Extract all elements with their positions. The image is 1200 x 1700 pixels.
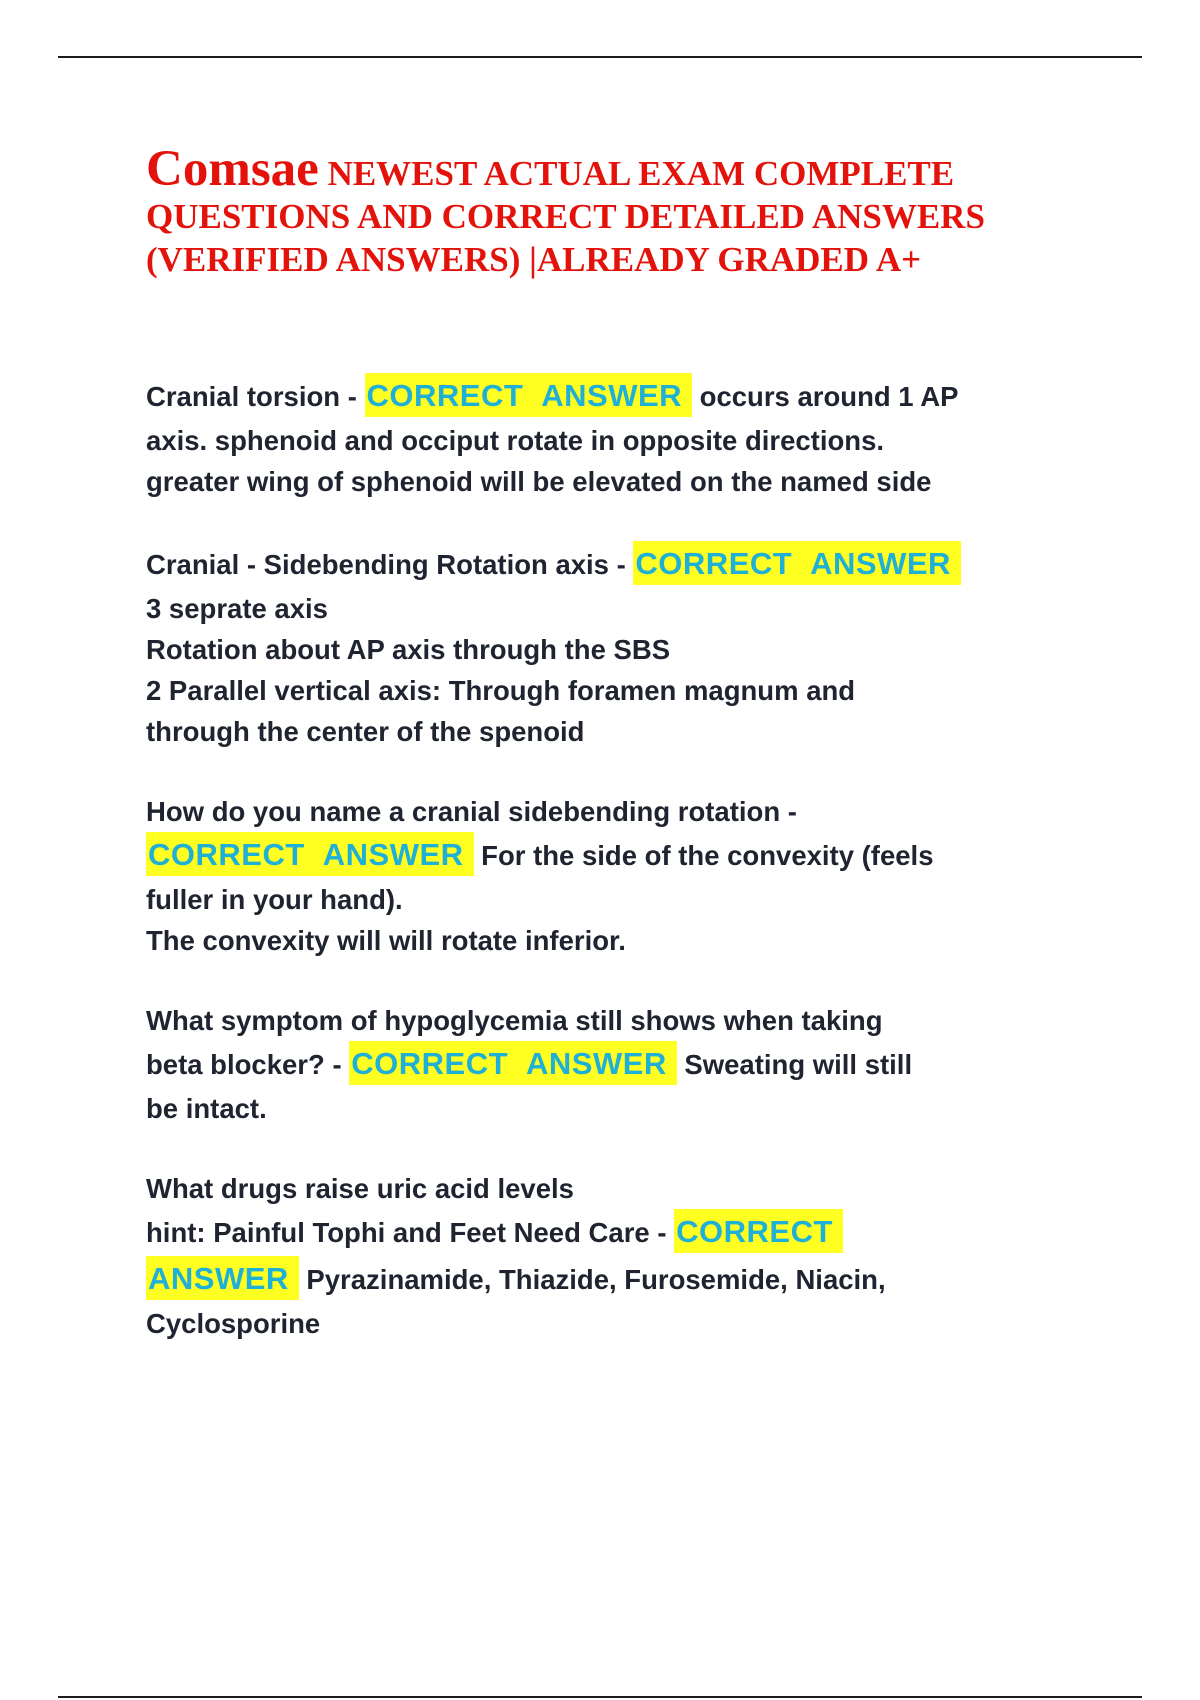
header-rule: [58, 56, 1142, 58]
document-title: [146, 141, 1076, 281]
qa-list: [146, 373, 1096, 1383]
answer-line: The convexity will will rotate inferior.: [146, 925, 626, 956]
answer-line: be intact.: [146, 1093, 267, 1124]
correct-answer-label-part2: ANSWER: [146, 1256, 299, 1300]
answer-text: For the side of the convexity (feels: [473, 840, 934, 871]
question-text: hint: Painful Tophi and Feet Need Care -: [146, 1217, 675, 1248]
answer-line: 2 Parallel vertical axis: Through foramen magnum and: [146, 675, 856, 706]
question-text: What drugs raise uric acid levels: [146, 1173, 574, 1204]
answer-line: Cyclosporine: [146, 1308, 321, 1339]
answer-line: fuller in your hand).: [146, 884, 403, 915]
question-text: beta blocker? -: [146, 1049, 350, 1080]
answer-text: Pyrazinamide, Thiazide, Furosemide, Niacin,: [298, 1264, 886, 1295]
answer-line: through the center of the spenoid: [146, 716, 585, 747]
question-text: Cranial torsion -: [146, 381, 365, 412]
answer-text: Sweating will still: [676, 1049, 913, 1080]
qa-item-name-sidebending-rotation: [146, 791, 1096, 961]
correct-answer-label-part1: CORRECT: [674, 1209, 843, 1253]
question-text: How do you name a cranial sidebending rotation -: [146, 796, 797, 827]
correct-answer-label: CORRECT ANSWER: [349, 1041, 677, 1085]
answer-line: 3 seprate axis: [146, 593, 328, 624]
correct-answer-label: CORRECT ANSWER: [146, 832, 474, 876]
answer-text: occurs around 1 AP: [692, 381, 959, 412]
qa-item-sidebending-rotation-axis: [146, 541, 1096, 752]
answer-line: axis. sphenoid and occiput rotate in opposite directions.: [146, 425, 885, 456]
title-rest: NEWEST ACTUAL EXAM COMPLETE QUESTIONS AND CORRECT DETAILED ANSWERS (VERIFIED ANSWERS) |ALREADY GRADED A+: [146, 154, 985, 279]
correct-answer-label: CORRECT ANSWER: [365, 373, 693, 417]
answer-line: Rotation about AP axis through the SBS: [146, 634, 671, 665]
correct-answer-label: CORRECT ANSWER: [633, 541, 961, 585]
qa-item-cranial-torsion: [146, 373, 1096, 502]
footer-rule: [58, 1696, 1142, 1698]
question-text: What symptom of hypoglycemia still shows when taking: [146, 1005, 883, 1036]
title-brand: Comsae: [146, 141, 319, 197]
qa-item-hypoglycemia-beta-blocker: [146, 1000, 1096, 1129]
answer-line: greater wing of sphenoid will be elevated on the named side: [146, 466, 932, 497]
question-text: Cranial - Sidebending Rotation axis -: [146, 549, 634, 580]
qa-item-uric-acid-drugs: [146, 1168, 1096, 1344]
